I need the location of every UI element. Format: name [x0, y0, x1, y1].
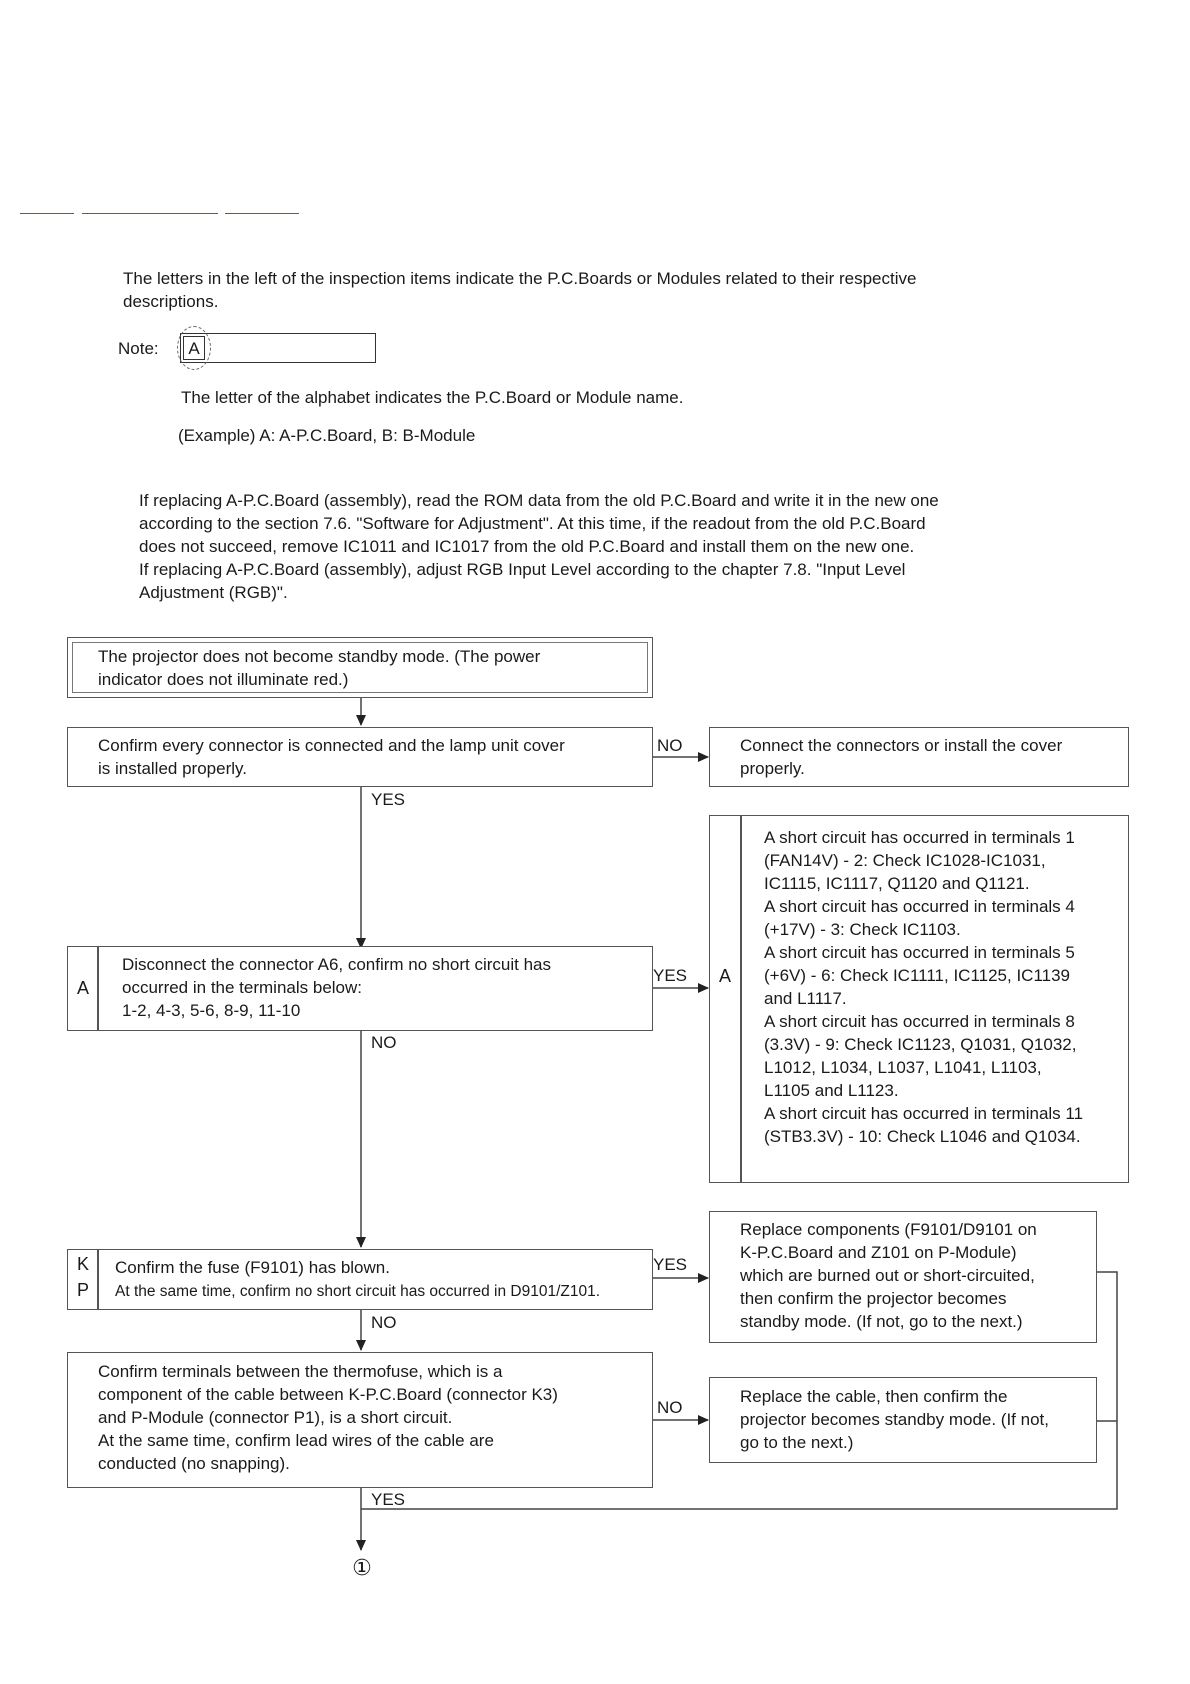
- header-link-3[interactable]: [225, 213, 299, 214]
- step3-letter-k: K: [76, 1254, 89, 1274]
- step4-yes-label: YES: [371, 1490, 406, 1509]
- step3-yes-action: Replace components (F9101/D9101 on K-P.C.Board and Z101 on P-Module) which are burned out or short-circuited, then confirm the projector becomes standby mode. (If not, go to the next.): [740, 1220, 1037, 1331]
- step2-yes-label: YES: [653, 966, 688, 985]
- step4-text: Confirm terminals between the thermofuse, which is a component of the cable between K-P.C.Board (connector K3) and P-Module (connector P1), is a short circuit. At the same time, confirm lead wires of the cable are conducted (no snapping).: [98, 1362, 558, 1473]
- step1-text: Confirm every connector is connected and the lamp unit cover is installed properly.: [98, 736, 565, 778]
- step3-letter-p: P: [76, 1280, 89, 1300]
- step2-text: Disconnect the connector A6, confirm no short circuit has occurred in the terminals below: 1-2, 4-3, 5-6, 8-9, 11-10: [122, 955, 551, 1020]
- step1-no-action: Connect the connectors or install the cover properly.: [740, 736, 1063, 778]
- example-text: (Example) A: A-P.C.Board, B: B-Module: [178, 426, 476, 445]
- header-link-2[interactable]: [82, 213, 218, 214]
- step2-letter: A: [76, 978, 89, 998]
- start-text: The projector does not become standby mode. (The power indicator does not illuminate red.): [98, 647, 541, 689]
- note-letter: A: [188, 339, 200, 358]
- step3-no-label: NO: [371, 1313, 397, 1332]
- note-label: Note:: [118, 339, 159, 358]
- step3-text-1: Confirm the fuse (F9101) has blown.: [115, 1258, 390, 1277]
- letter-description: The letter of the alphabet indicates the P.C.Board or Module name.: [181, 388, 684, 407]
- step4-no-label: NO: [657, 1398, 683, 1417]
- end-marker: ①: [352, 1556, 372, 1581]
- step2-no-label: NO: [371, 1033, 397, 1052]
- step1-yes-label: YES: [371, 790, 406, 809]
- step1-no-label: NO: [657, 736, 683, 755]
- step4-no-action: Replace the cable, then confirm the projector becomes standby mode. (If not, go to the next.): [740, 1387, 1049, 1452]
- step2-yes-action: A short circuit has occurred in terminals 1 (FAN14V) - 2: Check IC1028-IC1031, IC1115, IC1117, Q1120 and Q1121. A short circuit has occurred in terminals 4 (+17V) - 3: Check IC1103. A short circuit has occurred in terminals 5 (+6V) - 6: Check IC1111, IC1125, IC1139 and L1117. A short circuit has occurred in terminals 8 (3.3V) - 9: Check IC1123, Q1031, Q1032, L1012, L1034, L1037, L1041, L1103, L1105 and L1123. A short circuit has occurred in terminals 11 (STB3.3V) - 10: Check L1046 and Q1034.: [764, 828, 1084, 1146]
- intro-text: The letters in the left of the inspection items indicate the P.C.Boards or Modules related to their respective descriptions.: [123, 269, 917, 311]
- step3-text-2: At the same time, confirm no short circuit has occurred in D9101/Z101.: [115, 1283, 601, 1300]
- step2-yes-letter: A: [718, 966, 731, 986]
- step3-yes-label: YES: [653, 1255, 688, 1274]
- replacement-note: If replacing A-P.C.Board (assembly), read the ROM data from the old P.C.Board and write it in the new one according to the section 7.6. "Software for Adjustment". At this time, if the readout from the old P.C.Board does not succeed, remove IC1011 and IC1017 from the old P.C.Board and install them on the new one. If replacing A-P.C.Board (assembly), adjust RGB Input Level according to the chapter 7.8. "Input Level Adjustment (RGB)".: [139, 491, 939, 602]
- header-link-1[interactable]: [20, 213, 74, 214]
